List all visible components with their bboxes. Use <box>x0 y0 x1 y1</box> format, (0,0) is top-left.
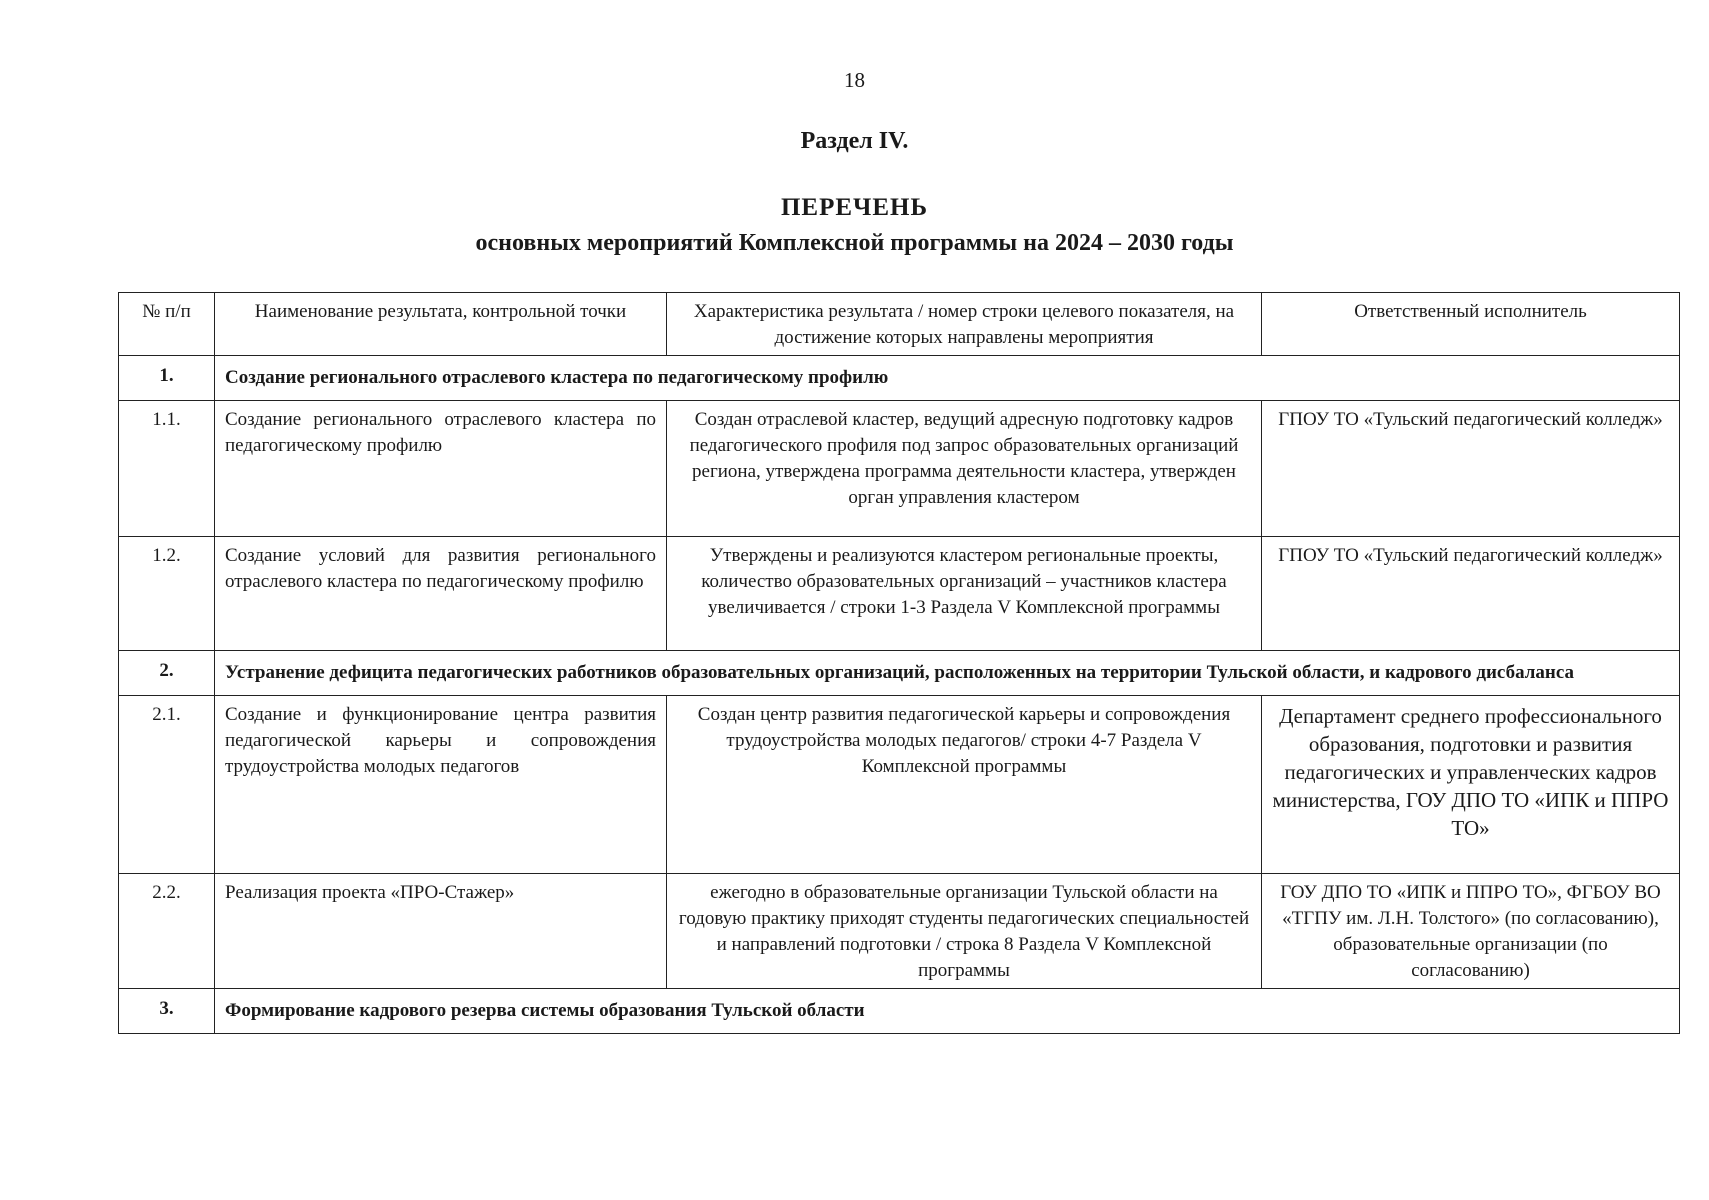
row-number: 1. <box>119 356 215 401</box>
result-name: Создание регионального отраслевого кластера по педагогическому профилю <box>215 401 667 537</box>
header-name: Наименование результата, контрольной точки <box>215 293 667 356</box>
section-title: Формирование кадрового резерва системы образования Тульской области <box>215 989 1680 1034</box>
row-number: 1.2. <box>119 537 215 651</box>
row-number: 3. <box>119 989 215 1034</box>
section-heading: Раздел IV. <box>800 128 909 154</box>
document-title: ПЕРЕЧЕНЬ <box>780 194 929 221</box>
table-row <box>119 401 1680 537</box>
result-characteristic: Создан отраслевой кластер, ведущий адресную подготовку кадров педагогического профиля под запрос образовательных организаций региона, утверждена программа деятельности кластера, утвержден орган управления кластером <box>667 401 1262 537</box>
result-characteristic: ежегодно в образовательные организации Тульской области на годовую практику приходят студенты педагогических специальностей и направлений подготовки / строка 8 Раздела V Комплексной программы <box>667 874 1262 989</box>
row-number: 2.1. <box>119 696 215 874</box>
result-characteristic: Утверждены и реализуются кластером региональные проекты, количество образовательных организаций – участников кластера увеличивается / строки 1-3 Раздела V Комплексной программы <box>667 537 1262 651</box>
document-subtitle: основных мероприятий Комплексной программы на 2024 – 2030 годы <box>475 230 1234 256</box>
table-section-row <box>119 651 1680 696</box>
table-section-row <box>119 356 1680 401</box>
responsible-executor: ГОУ ДПО ТО «ИПК и ППРО ТО», ФГБОУ ВО «ТГПУ им. Л.Н. Толстого» (по согласованию), образовательные организации (по согласованию) <box>1262 874 1680 989</box>
responsible-executor: ГПОУ ТО «Тульский педагогический колледж» <box>1262 537 1680 651</box>
section-title: Создание регионального отраслевого кластера по педагогическому профилю <box>215 356 1680 401</box>
row-number: 1.1. <box>119 401 215 537</box>
responsible-executor: Департамент среднего профессионального образования, подготовки и развития педагогических и управленческих кадров министерства, ГОУ ДПО ТО «ИПК и ППРО ТО» <box>1262 696 1680 874</box>
header-executor: Ответственный исполнитель <box>1262 293 1680 356</box>
row-number: 2.2. <box>119 874 215 989</box>
header-number: № п/п <box>119 293 215 356</box>
section-title: Устранение дефицита педагогических работников образовательных организаций, расположенных на территории Тульской области, и кадрового дисбаланса <box>215 651 1680 696</box>
page-number: 18 <box>844 68 865 92</box>
activities-table <box>118 292 1680 1034</box>
header-characteristic: Характеристика результата / номер строки целевого показателя, на достижение которых направлены мероприятия <box>667 293 1262 356</box>
responsible-executor: ГПОУ ТО «Тульский педагогический колледж» <box>1262 401 1680 537</box>
table-row <box>119 696 1680 874</box>
result-characteristic: Создан центр развития педагогической карьеры и сопровождения трудоустройства молодых педагогов/ строки 4-7 Раздела V Комплексной программы <box>667 696 1262 874</box>
table-header-row <box>119 293 1680 356</box>
row-number: 2. <box>119 651 215 696</box>
result-name: Создание условий для развития регионального отраслевого кластера по педагогическому профилю <box>215 537 667 651</box>
table-row <box>119 874 1680 989</box>
result-name: Создание и функционирование центра развития педагогической карьеры и сопровождения трудоустройства молодых педагогов <box>215 696 667 874</box>
result-name: Реализация проекта «ПРО-Стажер» <box>215 874 667 989</box>
table-section-row <box>119 989 1680 1034</box>
table-row <box>119 537 1680 651</box>
